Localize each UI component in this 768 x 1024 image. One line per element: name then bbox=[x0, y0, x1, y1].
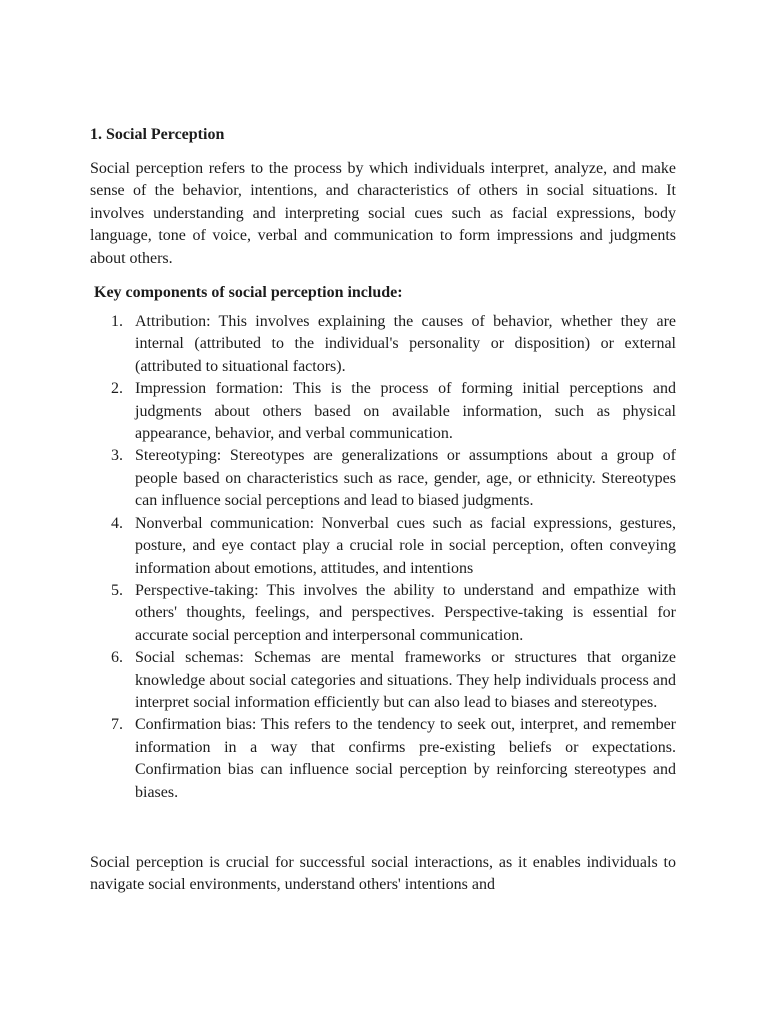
list-item-text: Perspective-taking: This involves the ability to understand and empathize with others' thoughts, feelings, and perspectives. Perspective-taking is essential for accurate social perception and interpersonal communication. bbox=[135, 581, 676, 644]
list-item bbox=[90, 714, 676, 804]
list-item-number: 3. bbox=[111, 447, 123, 465]
list-item-number: 7. bbox=[111, 716, 123, 734]
list-item-number: 4. bbox=[111, 514, 123, 532]
list-item bbox=[90, 580, 676, 647]
list-item bbox=[90, 513, 676, 580]
list-item-text: Stereotyping: Stereotypes are generalizations or assumptions about a group of people based on characteristics such as race, gender, age, or ethnicity. Stereotypes can influence social perceptions and lead to biased judgments. bbox=[135, 447, 676, 510]
list-item-number: 1. bbox=[111, 313, 123, 331]
key-components-heading: Key components of social perception include: bbox=[94, 284, 403, 302]
list-item-text: Impression formation: This is the process of forming initial perceptions and judgments about others based on available information, such as physical appearance, behavior, and verbal communication. bbox=[135, 380, 676, 443]
section-heading: 1. Social Perception bbox=[90, 126, 225, 143]
intro-paragraph: Social perception refers to the process by which individuals interpret, analyze, and make sense of the behavior, intentions, and characteristics of others in social situations. It involves understanding and interpreting social cues such as facial expressions, body language, tone of voice, verbal and communication to form impressions and judgments about others. bbox=[90, 160, 676, 267]
closing-paragraph: Social perception is crucial for successful social interactions, as it enables individuals to navigate social environments, understand others' intentions and bbox=[90, 853, 676, 894]
list-item-number: 2. bbox=[111, 380, 123, 398]
list-item-text: Social schemas: Schemas are mental frameworks or structures that organize knowledge about social categories and situations. They help individuals process and interpret social information efficiently but can also lead to biases and stereotypes. bbox=[135, 649, 676, 711]
list-item bbox=[90, 378, 676, 445]
list-item bbox=[90, 445, 676, 512]
list-item-text: Attribution: This involves explaining the causes of behavior, whether they are internal (attributed to the individual's personality or disposition) or external (attributed to situational factors). bbox=[135, 313, 676, 375]
document-page bbox=[90, 124, 676, 897]
list-item bbox=[90, 647, 676, 714]
components-list bbox=[90, 311, 676, 804]
list-item-text: Nonverbal communication: Nonverbal cues such as facial expressions, gestures, posture, and eye contact play a crucial role in social perception, often conveying information about emotions, attitudes, and intentions bbox=[135, 514, 676, 577]
list-item-number: 5. bbox=[111, 581, 123, 599]
list-item bbox=[90, 311, 676, 378]
list-item-text: Confirmation bias: This refers to the tendency to seek out, interpret, and remember information in a way that confirms pre-existing beliefs or expectations. Confirmation bias can influence social perception by reinforcing stereotypes and biases. bbox=[135, 716, 676, 801]
list-item-number: 6. bbox=[111, 649, 123, 667]
